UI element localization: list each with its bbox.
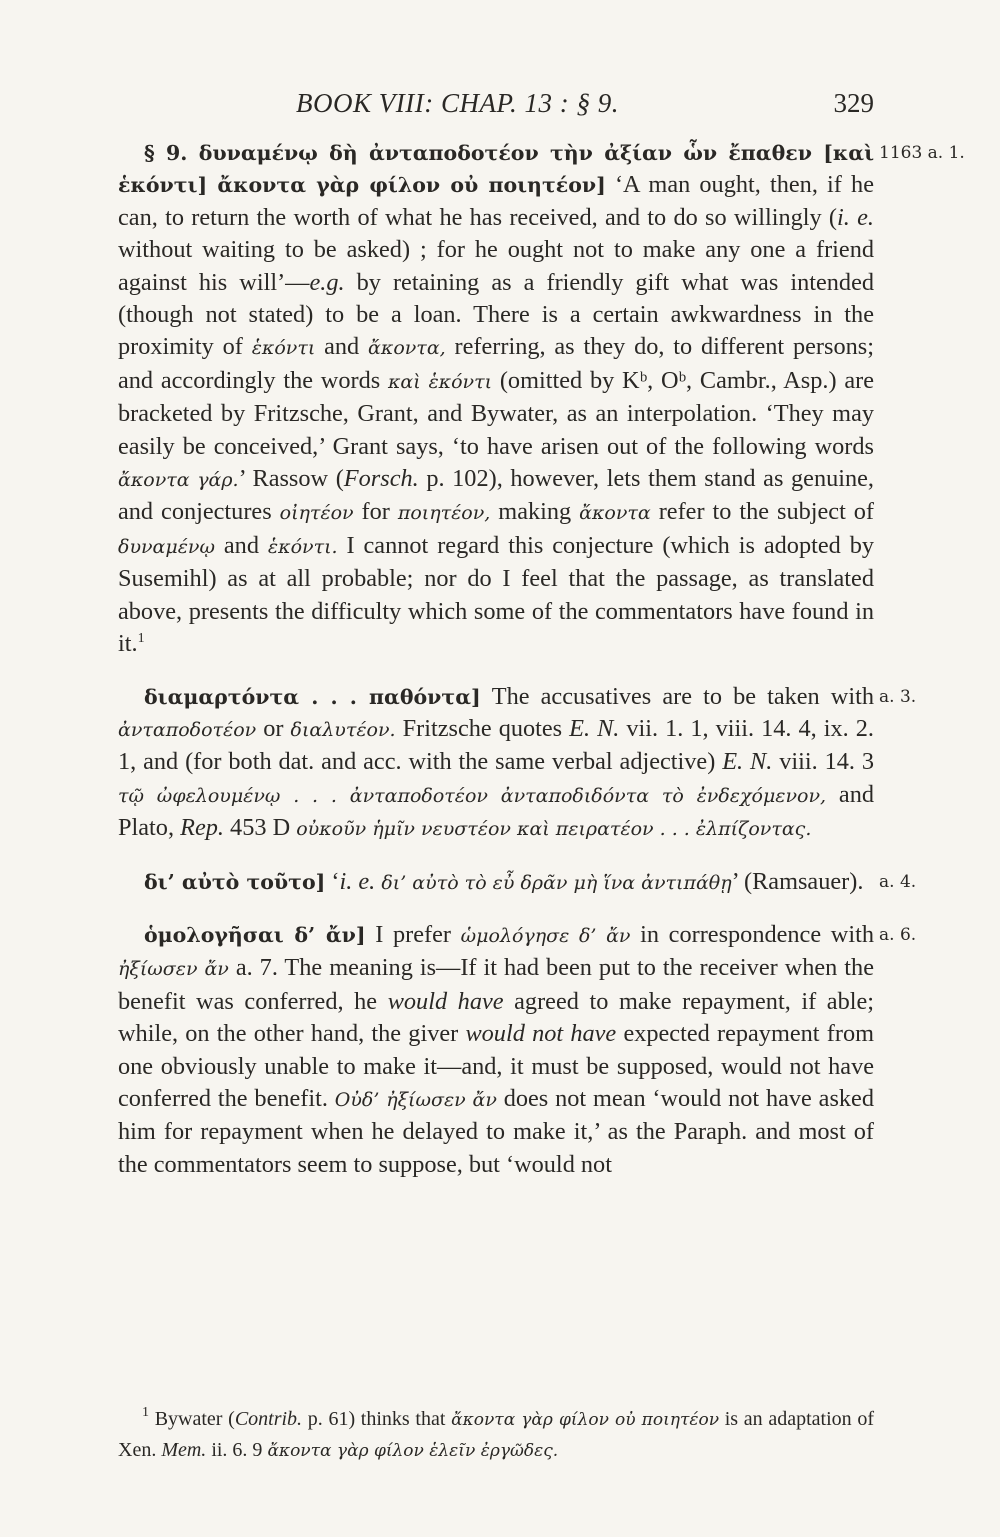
text-run: a. 7. The meaning is—If it had been put to the receiver when the benefit was conferred, he xyxy=(118,954,874,1015)
lemma-text: § 9. δυναμένῳ δὴ ἀνταποδοτέον τὴν ἀξίαν ὧν ἔπαθεν [καὶ ἑκόντι] ἄκοντα γὰρ φίλον οὐ ποιητέον] xyxy=(118,141,874,198)
footnote-marker: 1 xyxy=(142,1405,149,1420)
text-run: and xyxy=(315,333,369,361)
greek-quote: ἑκόντι xyxy=(251,337,316,360)
greek-quote: ἄκοντα xyxy=(579,502,651,525)
greek-quote: ποιητέον, xyxy=(397,502,491,525)
text-run: viii. 14. 3 xyxy=(772,748,874,776)
lemma-text: διαμαρτόντα . . . παθόντα] xyxy=(144,684,481,709)
greek-quote: Οὐδ’ ἠξίωσεν ἄν xyxy=(334,1088,497,1111)
text-run: E. N. xyxy=(722,748,773,776)
text-run: I prefer xyxy=(365,920,461,948)
text-run: referring, as they do, to different persons; and accordingly the words xyxy=(118,333,874,394)
text-run: 453 D xyxy=(223,814,297,842)
commentary-paragraph xyxy=(118,681,917,846)
text-run: is an adaptation of Xen. xyxy=(118,1408,875,1461)
text-run: Mem. xyxy=(161,1439,207,1461)
greek-quote: τῷ ὠφελουμένῳ . . . ἀνταποδοτέον ἀνταποδιδόντα τὸ ἐνδεχόμενον, xyxy=(118,784,827,807)
margin-line-reference: a. 6. xyxy=(879,924,917,945)
text-run: expected repayment from one obviously unable to make it—and, it must be supposed, would not have conferred the benefit. xyxy=(118,1020,874,1112)
text-run: Bywater ( xyxy=(149,1408,235,1430)
text-run: without waiting to be asked) ; for he ought not to make any one a friend against his will’— xyxy=(118,236,874,296)
text-run: i. e. xyxy=(837,203,874,231)
text-run: refer to the subject of xyxy=(650,498,875,526)
text-run: e.g. xyxy=(309,268,345,296)
text-run: would not have xyxy=(465,1020,617,1048)
commentary-paragraph xyxy=(118,919,917,1181)
text-run: p. 102), however, lets them stand as genuine, and conjectures xyxy=(118,465,875,526)
text-run: E. N. xyxy=(569,714,620,742)
text-run: and xyxy=(214,531,268,559)
margin-line-reference: 1163 a. 1. xyxy=(879,143,965,163)
greek-quote: ἄκοντα γὰρ φίλον οὐ ποιητέον xyxy=(451,1410,720,1430)
margin-line-reference: a. 3. xyxy=(879,686,917,707)
text-run: agreed to make repayment, if able; while, on the other hand, the giver xyxy=(118,987,875,1048)
text-run: (omitted by Kᵇ, Oᵇ, Cambr., Asp.) are bracketed by Fritzsche, Grant, and Bywater, as an interpolation. ‘They may easily be conceived,’ Grant says, ‘to have arisen out of the following words xyxy=(118,366,874,460)
margin-line-reference: a. 4. xyxy=(879,871,917,892)
text-run: Rep. xyxy=(180,814,224,842)
greek-quote: δυναμένῳ xyxy=(118,535,215,558)
commentary-paragraph xyxy=(118,137,965,661)
text-run: ‘ xyxy=(325,867,340,895)
greek-quote: ἠξίωσεν ἄν xyxy=(118,958,229,981)
text-run: Fritzsche quotes xyxy=(395,714,570,742)
text-run: I cannot regard this conjecture (which is adopted by Susemihl) as at all probable; nor do I feel that the passage, as translated above, presents the difficulty which some of the commentators have found in it. xyxy=(118,531,875,658)
text-run: vii. 1. 1, viii. 14. 4, ix. 2. 1, and (for both dat. and acc. with the same verbal adjective) xyxy=(118,714,874,776)
text-run: would have xyxy=(387,987,504,1015)
greek-quote: ἄκοντα γάρ. xyxy=(118,469,239,492)
text-run: i. e. xyxy=(339,867,376,895)
greek-quote: ὡμολόγησε δ’ ἄν xyxy=(460,924,631,947)
greek-quote: ἀνταποδοτέον xyxy=(118,718,257,741)
text-run: ’ Rassow ( xyxy=(238,465,344,493)
text-run: ii. 6. 9 xyxy=(206,1439,268,1461)
running-head: BOOK VIII: CHAP. 13 : § 9. xyxy=(296,88,619,118)
page-header xyxy=(118,84,874,124)
text-run: does not mean ‘would not have asked him for repayment when he delayed to make it,’ as the Paraph. and most of the commentators seem to suppose, but ‘would not xyxy=(118,1084,874,1178)
greek-quote: καὶ ἑκόντι xyxy=(387,370,493,393)
lemma-text: ὁμολογῆσαι δ’ ἄν] xyxy=(144,922,366,947)
commentary-text xyxy=(118,137,965,1181)
greek-quote: δι’ αὐτὸ τὸ εὖ δρᾶν μὴ ἵνα ἀντιπάθῃ xyxy=(381,871,732,894)
greek-quote: οἰητέον xyxy=(279,502,354,525)
lemma-text: δι’ αὐτὸ τοῦτο] xyxy=(144,869,326,894)
page-number: 329 xyxy=(833,88,874,118)
greek-quote: διαλυτέον. xyxy=(290,718,396,741)
commentary-paragraph xyxy=(118,866,917,899)
greek-quote: ἑκόντι. xyxy=(267,535,338,558)
text-run: in correspondence with xyxy=(630,920,874,948)
text-run: and Plato, xyxy=(118,780,874,842)
footnote xyxy=(118,1404,874,1466)
greek-quote: ἄκοντα, xyxy=(368,337,446,360)
greek-quote: οὐκοῦν ἡμῖν νευστέον καὶ πειρατέον . . . ἐλπίζοντας. xyxy=(296,818,812,841)
text-run: ‘A man ought, then, if he can, to return the worth of what he has received, and to do so willingly ( xyxy=(118,171,874,231)
text-run: Forsch. xyxy=(343,465,419,493)
text-run: p. 61) thinks that xyxy=(302,1408,452,1430)
text-run: The accusatives are to be taken with xyxy=(480,682,874,710)
text-run: ’ (Ramsauer). xyxy=(731,867,864,895)
text-run: making xyxy=(490,498,580,526)
text-run: or xyxy=(256,714,291,742)
text-run: for xyxy=(353,498,398,526)
footnote-marker: 1 xyxy=(137,631,145,647)
text-run: by retaining as a friendly gift what was intended (though not stated) to be a loan. There is a certain awkwardness in the proximity of xyxy=(118,268,874,361)
greek-quote: ἄκοντα γὰρ φίλον ἑλεῖν ἐργῶδες. xyxy=(267,1441,559,1461)
text-run: Contrib. xyxy=(234,1408,303,1430)
